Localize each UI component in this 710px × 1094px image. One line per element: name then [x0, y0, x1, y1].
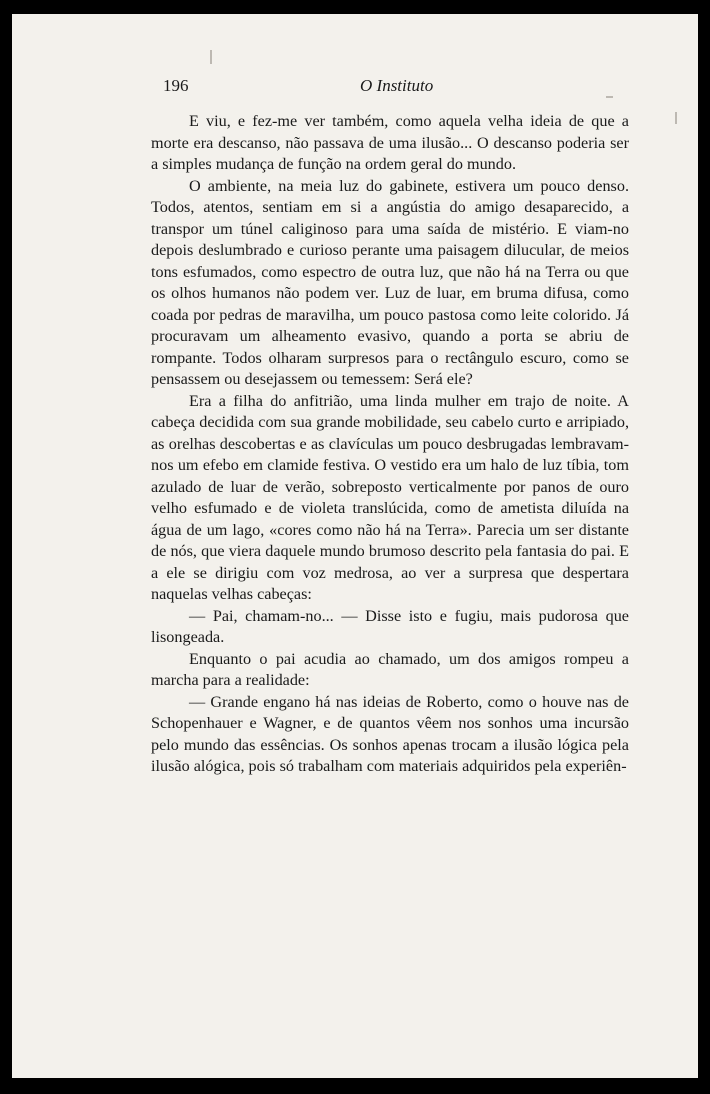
page-number: 196: [163, 76, 189, 95]
paragraph: — Pai, chamam-no... — Disse isto e fugiu, mais pudorosa que lisongeada.: [151, 606, 629, 646]
paragraph: — Grande engano há nas ideias de Roberto, como o houve nas de Schopenhauer e Wagner, e de quantos vêem nos sonhos uma incursão pelo mundo das essências. Os sonhos apenas trocam a ilusão lógica pela ilusão alógica, pois só trabalham com materiais adquiridos pela experiên-: [151, 692, 629, 775]
paragraph: O ambiente, na meia luz do gabinete, estivera um pouco denso. Todos, atentos, sentiam em si a angústia do amigo desaparecido, a transpor um túnel caliginoso para uma saída de mistério. E viam-no depois deslumbrado e curioso perante uma paisagem dilucular, de meios tons esfumados, como espectro de outra luz, que não há na Terra ou que os olhos humanos não podem ver. Luz de luar, em bruma difusa, como coada por pedras de maravilha, um pouco pastosa como leite colorido. Já procuravam um alheamento evasivo, quando a porta se abriu de rompante. Todos olharam surpresos para o rectângulo escuro, como se pensassem ou desejassem ou temessem: Será ele?: [151, 176, 629, 388]
running-title: O Instituto: [360, 76, 434, 95]
paper-mark: [675, 112, 677, 124]
paragraph: Enquanto o pai acudia ao chamado, um dos amigos rompeu a marcha para a realidade:: [151, 649, 629, 689]
paragraph: Era a filha do anfitrião, uma linda mulher em trajo de noite. A cabeça decidida com sua grande mobilidade, seu cabelo curto e arripiado, as orelhas descobertas e as clavículas um pouco desbrugadas lembravam-nos um efebo em clamide festiva. O vestido era um halo de luz tíbia, tom azulado de luar de verão, sobreposto verticalmente por panos de ouro velho esfumado e de violeta translúcida, como de ametista diluída na água de um lago, «cores como não há na Terra». Parecia um ser distante de nós, que viera daquele mundo brumoso descrito pela fantasia do pai. E a ele se dirigiu com voz medrosa, ao ver a surpresa que despertara naquelas velhas cabeças:: [151, 391, 629, 603]
body-text: [151, 111, 629, 778]
paragraph: E viu, e fez-me ver também, como aquela velha ideia de que a morte era descanso, não passava de uma ilusão... O descanso poderia ser a simples mudança de função na ordem geral do mundo.: [151, 112, 629, 173]
page-header: [163, 76, 653, 104]
paper-mark: [210, 50, 212, 64]
